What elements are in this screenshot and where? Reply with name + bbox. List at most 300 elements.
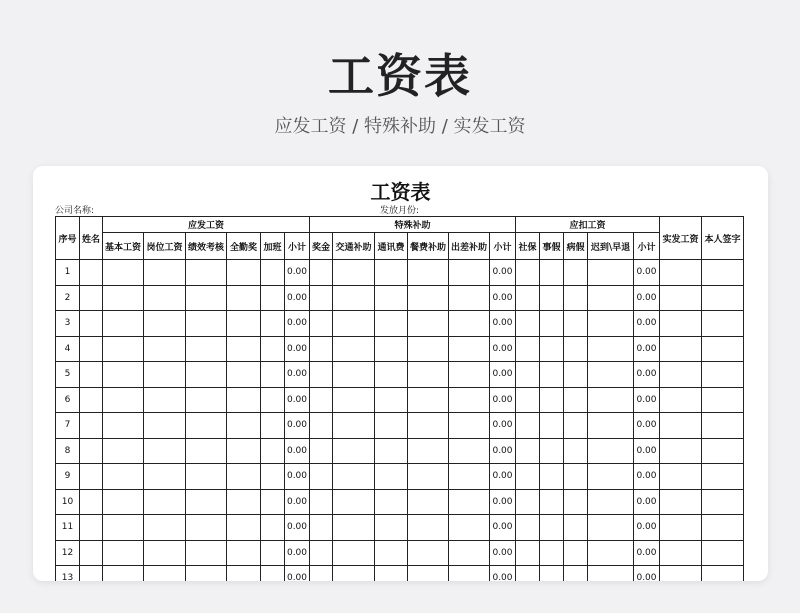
cell-seq: 7 xyxy=(56,413,80,439)
company-label: 公司名称: xyxy=(55,206,95,216)
cell-sick-leave[interactable] xyxy=(564,285,588,311)
header-group-deduction: 应扣工资 xyxy=(516,217,660,233)
cell-social-insurance[interactable] xyxy=(516,260,540,286)
cell-transport[interactable] xyxy=(333,464,375,490)
cell-transport[interactable] xyxy=(333,362,375,388)
cell-net-pay[interactable] xyxy=(660,566,702,582)
cell-sick-leave[interactable] xyxy=(564,464,588,490)
cell-basic-salary[interactable] xyxy=(103,336,144,362)
cell-sick-leave[interactable] xyxy=(564,336,588,362)
cell-sick-leave[interactable] xyxy=(564,566,588,582)
cell-performance[interactable] xyxy=(186,311,227,337)
cell-post-salary[interactable] xyxy=(144,311,186,337)
cell-seq: 8 xyxy=(56,438,80,464)
cell-name[interactable] xyxy=(80,515,103,541)
cell-meal[interactable] xyxy=(408,260,449,286)
cell-transport[interactable] xyxy=(333,438,375,464)
cell-transport[interactable] xyxy=(333,260,375,286)
cell-net-pay[interactable] xyxy=(660,362,702,388)
cell-seq: 5 xyxy=(56,362,80,388)
cell-travel[interactable] xyxy=(449,566,490,582)
cell-social-insurance[interactable] xyxy=(516,438,540,464)
cell-transport[interactable] xyxy=(333,540,375,566)
header-signature: 本人签字 xyxy=(702,217,744,260)
cell-telecom[interactable] xyxy=(375,413,408,439)
cell-post-salary[interactable] xyxy=(144,260,186,286)
cell-transport[interactable] xyxy=(333,285,375,311)
cell-travel[interactable] xyxy=(449,438,490,464)
cell-deduction-subtotal: 0.00 xyxy=(634,311,660,337)
cell-bonus[interactable] xyxy=(310,362,333,388)
cell-bonus[interactable] xyxy=(310,336,333,362)
cell-basic-salary[interactable] xyxy=(103,285,144,311)
cell-signature[interactable] xyxy=(702,464,744,490)
cell-net-pay[interactable] xyxy=(660,489,702,515)
cell-sick-leave[interactable] xyxy=(564,515,588,541)
cell-overtime[interactable] xyxy=(261,540,285,566)
cell-social-insurance[interactable] xyxy=(516,311,540,337)
cell-performance[interactable] xyxy=(186,540,227,566)
cell-payable-subtotal: 0.00 xyxy=(285,413,310,439)
header-performance: 绩效考核 xyxy=(186,233,227,260)
cell-post-salary[interactable] xyxy=(144,438,186,464)
cell-late-early[interactable] xyxy=(588,464,634,490)
cell-travel[interactable] xyxy=(449,285,490,311)
sheet-title: 工资表 xyxy=(370,180,431,204)
header-meal: 餐费补助 xyxy=(408,233,449,260)
cell-overtime[interactable] xyxy=(261,438,285,464)
cell-basic-salary[interactable] xyxy=(103,438,144,464)
cell-personal-leave[interactable] xyxy=(540,566,564,582)
cell-payable-subtotal: 0.00 xyxy=(285,285,310,311)
cell-name[interactable] xyxy=(80,260,103,286)
cell-basic-salary[interactable] xyxy=(103,362,144,388)
cell-signature[interactable] xyxy=(702,362,744,388)
cell-attendance-bonus[interactable] xyxy=(227,464,261,490)
cell-performance[interactable] xyxy=(186,566,227,582)
cell-post-salary[interactable] xyxy=(144,336,186,362)
cell-name[interactable] xyxy=(80,566,103,582)
cell-sick-leave[interactable] xyxy=(564,260,588,286)
cell-signature[interactable] xyxy=(702,336,744,362)
cell-performance[interactable] xyxy=(186,387,227,413)
cell-attendance-bonus[interactable] xyxy=(227,515,261,541)
cell-payable-subtotal: 0.00 xyxy=(285,336,310,362)
cell-signature[interactable] xyxy=(702,260,744,286)
cell-allowance-subtotal: 0.00 xyxy=(490,413,516,439)
cell-overtime[interactable] xyxy=(261,311,285,337)
cell-attendance-bonus[interactable] xyxy=(227,413,261,439)
cell-name[interactable] xyxy=(80,311,103,337)
cell-meal[interactable] xyxy=(408,311,449,337)
cell-transport[interactable] xyxy=(333,336,375,362)
cell-overtime[interactable] xyxy=(261,566,285,582)
cell-basic-salary[interactable] xyxy=(103,387,144,413)
cell-travel[interactable] xyxy=(449,387,490,413)
cell-bonus[interactable] xyxy=(310,540,333,566)
cell-signature[interactable] xyxy=(702,515,744,541)
table-row xyxy=(56,464,744,490)
table-row xyxy=(56,285,744,311)
table-row xyxy=(56,515,744,541)
cell-signature[interactable] xyxy=(702,311,744,337)
cell-post-salary[interactable] xyxy=(144,515,186,541)
cell-personal-leave[interactable] xyxy=(540,515,564,541)
cell-telecom[interactable] xyxy=(375,464,408,490)
cell-attendance-bonus[interactable] xyxy=(227,336,261,362)
cell-transport[interactable] xyxy=(333,413,375,439)
cell-net-pay[interactable] xyxy=(660,515,702,541)
header-name: 姓名 xyxy=(80,217,103,260)
cell-allowance-subtotal: 0.00 xyxy=(490,311,516,337)
cell-payable-subtotal: 0.00 xyxy=(285,540,310,566)
cell-seq: 13 xyxy=(56,566,80,582)
cell-telecom[interactable] xyxy=(375,285,408,311)
header-basic-salary: 基本工资 xyxy=(103,233,144,260)
cell-bonus[interactable] xyxy=(310,489,333,515)
cell-bonus[interactable] xyxy=(310,260,333,286)
cell-basic-salary[interactable] xyxy=(103,540,144,566)
cell-late-early[interactable] xyxy=(588,515,634,541)
cell-travel[interactable] xyxy=(449,489,490,515)
table-row xyxy=(56,413,744,439)
cell-sick-leave[interactable] xyxy=(564,413,588,439)
cell-deduction-subtotal: 0.00 xyxy=(634,438,660,464)
cell-late-early[interactable] xyxy=(588,311,634,337)
header-sick-leave: 病假 xyxy=(564,233,588,260)
table-row xyxy=(56,489,744,515)
cell-basic-salary[interactable] xyxy=(103,413,144,439)
header-deduction-subtotal: 小计 xyxy=(634,233,660,260)
header-telecom: 通讯费 xyxy=(375,233,408,260)
cell-seq: 9 xyxy=(56,464,80,490)
page-subtitle: 应发工资 / 特殊补助 / 实发工资 xyxy=(274,116,526,137)
cell-net-pay[interactable] xyxy=(660,438,702,464)
cell-telecom[interactable] xyxy=(375,489,408,515)
cell-overtime[interactable] xyxy=(261,362,285,388)
cell-signature[interactable] xyxy=(702,489,744,515)
header-post-salary: 岗位工资 xyxy=(144,233,186,260)
cell-transport[interactable] xyxy=(333,566,375,582)
cell-seq: 12 xyxy=(56,540,80,566)
cell-late-early[interactable] xyxy=(588,336,634,362)
cell-basic-salary[interactable] xyxy=(103,260,144,286)
header-seq: 序号 xyxy=(56,217,80,260)
cell-personal-leave[interactable] xyxy=(540,260,564,286)
cell-performance[interactable] xyxy=(186,413,227,439)
cell-meal[interactable] xyxy=(408,285,449,311)
cell-social-insurance[interactable] xyxy=(516,336,540,362)
cell-overtime[interactable] xyxy=(261,336,285,362)
cell-name[interactable] xyxy=(80,438,103,464)
cell-telecom[interactable] xyxy=(375,311,408,337)
cell-basic-salary[interactable] xyxy=(103,489,144,515)
cell-deduction-subtotal: 0.00 xyxy=(634,566,660,582)
cell-payable-subtotal: 0.00 xyxy=(285,311,310,337)
cell-allowance-subtotal: 0.00 xyxy=(490,566,516,582)
cell-signature[interactable] xyxy=(702,566,744,582)
cell-personal-leave[interactable] xyxy=(540,311,564,337)
cell-telecom[interactable] xyxy=(375,336,408,362)
cell-allowance-subtotal: 0.00 xyxy=(490,336,516,362)
cell-overtime[interactable] xyxy=(261,515,285,541)
cell-allowance-subtotal: 0.00 xyxy=(490,362,516,388)
cell-name[interactable] xyxy=(80,540,103,566)
header-transport: 交通补助 xyxy=(333,233,375,260)
cell-post-salary[interactable] xyxy=(144,285,186,311)
cell-attendance-bonus[interactable] xyxy=(227,540,261,566)
cell-seq: 3 xyxy=(56,311,80,337)
table-row xyxy=(56,311,744,337)
cell-personal-leave[interactable] xyxy=(540,489,564,515)
cell-telecom[interactable] xyxy=(375,387,408,413)
cell-overtime[interactable] xyxy=(261,489,285,515)
cell-performance[interactable] xyxy=(186,515,227,541)
cell-personal-leave[interactable] xyxy=(540,387,564,413)
header-group-allowance: 特殊补助 xyxy=(310,217,516,233)
cell-late-early[interactable] xyxy=(588,285,634,311)
table-row xyxy=(56,260,744,286)
cell-name[interactable] xyxy=(80,464,103,490)
cell-meal[interactable] xyxy=(408,362,449,388)
cell-name[interactable] xyxy=(80,362,103,388)
cell-post-salary[interactable] xyxy=(144,362,186,388)
cell-social-insurance[interactable] xyxy=(516,515,540,541)
cell-overtime[interactable] xyxy=(261,285,285,311)
cell-meal[interactable] xyxy=(408,387,449,413)
cell-seq: 10 xyxy=(56,489,80,515)
cell-travel[interactable] xyxy=(449,260,490,286)
cell-meal[interactable] xyxy=(408,336,449,362)
cell-bonus[interactable] xyxy=(310,387,333,413)
cell-deduction-subtotal: 0.00 xyxy=(634,387,660,413)
cell-travel[interactable] xyxy=(449,362,490,388)
cell-attendance-bonus[interactable] xyxy=(227,311,261,337)
cell-name[interactable] xyxy=(80,413,103,439)
cell-signature[interactable] xyxy=(702,438,744,464)
cell-deduction-subtotal: 0.00 xyxy=(634,362,660,388)
cell-attendance-bonus[interactable] xyxy=(227,489,261,515)
cell-basic-salary[interactable] xyxy=(103,311,144,337)
table-row xyxy=(56,438,744,464)
cell-sick-leave[interactable] xyxy=(564,489,588,515)
cell-late-early[interactable] xyxy=(588,566,634,582)
header-bonus: 奖金 xyxy=(310,233,333,260)
cell-telecom[interactable] xyxy=(375,566,408,582)
table-row xyxy=(56,362,744,388)
cell-personal-leave[interactable] xyxy=(540,464,564,490)
cell-personal-leave[interactable] xyxy=(540,438,564,464)
cell-deduction-subtotal: 0.00 xyxy=(634,489,660,515)
cell-late-early[interactable] xyxy=(588,489,634,515)
cell-social-insurance[interactable] xyxy=(516,540,540,566)
cell-telecom[interactable] xyxy=(375,260,408,286)
cell-post-salary[interactable] xyxy=(144,540,186,566)
cell-late-early[interactable] xyxy=(588,413,634,439)
cell-net-pay[interactable] xyxy=(660,387,702,413)
cell-meal[interactable] xyxy=(408,438,449,464)
cell-net-pay[interactable] xyxy=(660,260,702,286)
cell-performance[interactable] xyxy=(186,464,227,490)
cell-social-insurance[interactable] xyxy=(516,285,540,311)
cell-social-insurance[interactable] xyxy=(516,362,540,388)
cell-post-salary[interactable] xyxy=(144,566,186,582)
cell-post-salary[interactable] xyxy=(144,387,186,413)
cell-deduction-subtotal: 0.00 xyxy=(634,413,660,439)
cell-allowance-subtotal: 0.00 xyxy=(490,387,516,413)
cell-performance[interactable] xyxy=(186,285,227,311)
cell-meal[interactable] xyxy=(408,413,449,439)
cell-personal-leave[interactable] xyxy=(540,336,564,362)
cell-overtime[interactable] xyxy=(261,387,285,413)
pay-month-label: 发放月份: xyxy=(380,206,420,216)
header-social-insurance: 社保 xyxy=(516,233,540,260)
cell-sick-leave[interactable] xyxy=(564,311,588,337)
cell-personal-leave[interactable] xyxy=(540,540,564,566)
cell-performance[interactable] xyxy=(186,438,227,464)
cell-net-pay[interactable] xyxy=(660,311,702,337)
cell-deduction-subtotal: 0.00 xyxy=(634,464,660,490)
cell-signature[interactable] xyxy=(702,285,744,311)
cell-allowance-subtotal: 0.00 xyxy=(490,489,516,515)
cell-telecom[interactable] xyxy=(375,362,408,388)
cell-attendance-bonus[interactable] xyxy=(227,285,261,311)
cell-late-early[interactable] xyxy=(588,438,634,464)
cell-net-pay[interactable] xyxy=(660,336,702,362)
cell-meal[interactable] xyxy=(408,464,449,490)
cell-travel[interactable] xyxy=(449,413,490,439)
header-net-pay: 实发工资 xyxy=(660,217,702,260)
cell-sick-leave[interactable] xyxy=(564,387,588,413)
cell-telecom[interactable] xyxy=(375,438,408,464)
cell-basic-salary[interactable] xyxy=(103,464,144,490)
cell-late-early[interactable] xyxy=(588,387,634,413)
cell-payable-subtotal: 0.00 xyxy=(285,362,310,388)
cell-overtime[interactable] xyxy=(261,413,285,439)
cell-performance[interactable] xyxy=(186,362,227,388)
cell-bonus[interactable] xyxy=(310,311,333,337)
cell-sick-leave[interactable] xyxy=(564,540,588,566)
cell-allowance-subtotal: 0.00 xyxy=(490,464,516,490)
cell-meal[interactable] xyxy=(408,566,449,582)
header-attendance-bonus: 全勤奖 xyxy=(227,233,261,260)
cell-deduction-subtotal: 0.00 xyxy=(634,336,660,362)
cell-transport[interactable] xyxy=(333,489,375,515)
cell-social-insurance[interactable] xyxy=(516,489,540,515)
cell-name[interactable] xyxy=(80,489,103,515)
header-late-early: 迟到\早退 xyxy=(588,233,634,260)
cell-name[interactable] xyxy=(80,387,103,413)
cell-social-insurance[interactable] xyxy=(516,464,540,490)
cell-payable-subtotal: 0.00 xyxy=(285,515,310,541)
cell-transport[interactable] xyxy=(333,387,375,413)
cell-personal-leave[interactable] xyxy=(540,285,564,311)
table-row xyxy=(56,566,744,582)
cell-transport[interactable] xyxy=(333,515,375,541)
cell-bonus[interactable] xyxy=(310,438,333,464)
cell-deduction-subtotal: 0.00 xyxy=(634,285,660,311)
cell-bonus[interactable] xyxy=(310,285,333,311)
cell-allowance-subtotal: 0.00 xyxy=(490,540,516,566)
cell-social-insurance[interactable] xyxy=(516,413,540,439)
cell-meal[interactable] xyxy=(408,515,449,541)
header-travel: 出差补助 xyxy=(449,233,490,260)
cell-deduction-subtotal: 0.00 xyxy=(634,260,660,286)
cell-payable-subtotal: 0.00 xyxy=(285,260,310,286)
cell-sick-leave[interactable] xyxy=(564,362,588,388)
cell-signature[interactable] xyxy=(702,540,744,566)
header-personal-leave: 事假 xyxy=(540,233,564,260)
cell-net-pay[interactable] xyxy=(660,464,702,490)
cell-social-insurance[interactable] xyxy=(516,566,540,582)
cell-bonus[interactable] xyxy=(310,515,333,541)
cell-late-early[interactable] xyxy=(588,540,634,566)
cell-name[interactable] xyxy=(80,285,103,311)
cell-post-salary[interactable] xyxy=(144,489,186,515)
cell-net-pay[interactable] xyxy=(660,413,702,439)
cell-social-insurance[interactable] xyxy=(516,387,540,413)
header-overtime: 加班 xyxy=(261,233,285,260)
cell-signature[interactable] xyxy=(702,387,744,413)
cell-overtime[interactable] xyxy=(261,464,285,490)
cell-performance[interactable] xyxy=(186,260,227,286)
cell-transport[interactable] xyxy=(333,311,375,337)
cell-post-salary[interactable] xyxy=(144,464,186,490)
cell-meal[interactable] xyxy=(408,540,449,566)
cell-deduction-subtotal: 0.00 xyxy=(634,515,660,541)
cell-late-early[interactable] xyxy=(588,260,634,286)
cell-sick-leave[interactable] xyxy=(564,438,588,464)
cell-attendance-bonus[interactable] xyxy=(227,260,261,286)
cell-late-early[interactable] xyxy=(588,362,634,388)
cell-attendance-bonus[interactable] xyxy=(227,387,261,413)
cell-travel[interactable] xyxy=(449,311,490,337)
salary-table xyxy=(55,216,744,581)
cell-bonus[interactable] xyxy=(310,566,333,582)
cell-basic-salary[interactable] xyxy=(103,515,144,541)
table-row xyxy=(56,336,744,362)
cell-telecom[interactable] xyxy=(375,540,408,566)
table-row xyxy=(56,540,744,566)
cell-post-salary[interactable] xyxy=(144,413,186,439)
cell-net-pay[interactable] xyxy=(660,540,702,566)
cell-name[interactable] xyxy=(80,336,103,362)
header-allowance-subtotal: 小计 xyxy=(490,233,516,260)
cell-travel[interactable] xyxy=(449,515,490,541)
cell-meal[interactable] xyxy=(408,489,449,515)
cell-net-pay[interactable] xyxy=(660,285,702,311)
cell-personal-leave[interactable] xyxy=(540,362,564,388)
cell-attendance-bonus[interactable] xyxy=(227,566,261,582)
cell-personal-leave[interactable] xyxy=(540,413,564,439)
cell-bonus[interactable] xyxy=(310,464,333,490)
cell-allowance-subtotal: 0.00 xyxy=(490,515,516,541)
cell-attendance-bonus[interactable] xyxy=(227,362,261,388)
cell-allowance-subtotal: 0.00 xyxy=(490,438,516,464)
cell-travel[interactable] xyxy=(449,540,490,566)
cell-bonus[interactable] xyxy=(310,413,333,439)
cell-performance[interactable] xyxy=(186,336,227,362)
cell-telecom[interactable] xyxy=(375,515,408,541)
cell-signature[interactable] xyxy=(702,413,744,439)
cell-attendance-bonus[interactable] xyxy=(227,438,261,464)
cell-allowance-subtotal: 0.00 xyxy=(490,285,516,311)
cell-travel[interactable] xyxy=(449,464,490,490)
cell-basic-salary[interactable] xyxy=(103,566,144,582)
cell-performance[interactable] xyxy=(186,489,227,515)
cell-travel[interactable] xyxy=(449,336,490,362)
cell-overtime[interactable] xyxy=(261,260,285,286)
